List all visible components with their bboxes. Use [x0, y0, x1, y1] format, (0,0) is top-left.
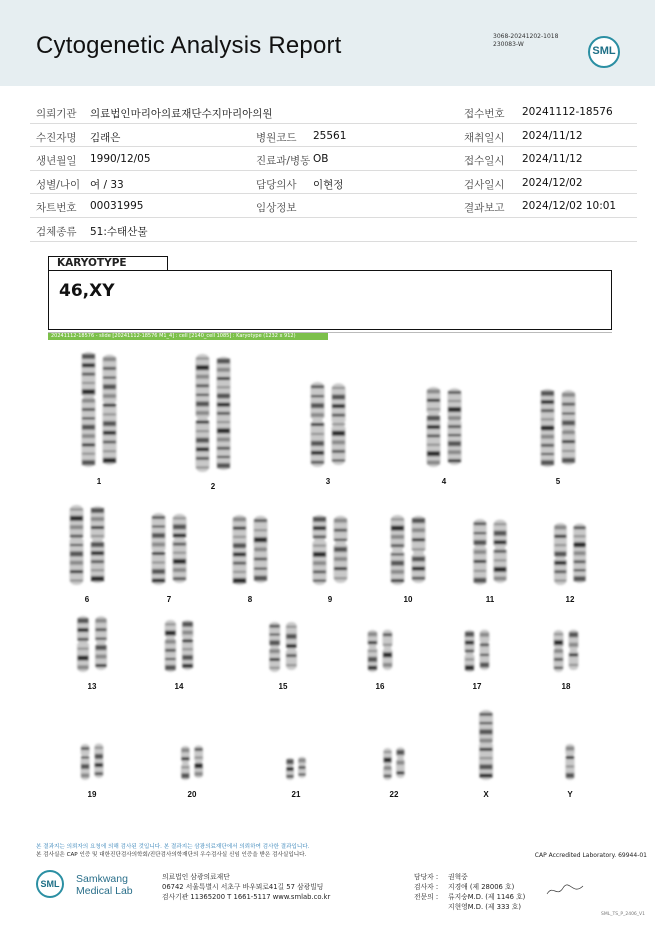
info-row: [30, 218, 637, 242]
chromosome-label-19: 19: [87, 790, 97, 799]
document-code: SML_TS_P_2406_V1: [601, 912, 645, 917]
staff-list: [414, 872, 525, 912]
chromosome-label-11: 11: [485, 595, 495, 604]
specimen-label: 검체종류: [36, 225, 77, 238]
lab-name-line-2: Medical Lab: [76, 885, 133, 897]
chromosome-pair-Y: [565, 744, 574, 780]
doctor-specialist-value-1: 류지숭M.D. (제 1146 호): [448, 893, 526, 901]
sml-logo-icon: [588, 36, 620, 68]
chromosome-pair-12: [554, 523, 586, 585]
lab-name: [76, 873, 133, 897]
doctor-value: 이현정: [313, 178, 344, 191]
hospital-code-value: 25561: [313, 129, 347, 142]
test-date-label: 검사일시: [464, 178, 505, 191]
info-row: [30, 171, 637, 195]
cap-accreditation: CAP Accredited Laboratory. 69944-01: [534, 852, 647, 859]
chromosome-pair-8: [233, 515, 268, 585]
chromosome-pair-2: [196, 354, 231, 472]
chromosome-pair-11: [473, 519, 507, 585]
footer-note-1: 본 결과지는 의뢰자의 요청에 의해 검사된 것입니다. 본 결과지는 삼광의료재단에서 의뢰하여 검사한 결과입니다.: [36, 844, 310, 850]
institution-value: 의료법인마리아의료재단수지마리아의원: [90, 108, 273, 120]
chromosome-pair-21: [286, 757, 306, 780]
chromosome-label-X: X: [483, 790, 489, 799]
info-row: [30, 100, 637, 124]
doctor-specialist-label: 전문의 :: [414, 893, 439, 901]
chromosome-label-10: 10: [403, 595, 413, 604]
sml-footer-logo-icon: [36, 870, 64, 898]
reception-no-value: 20241112-18576: [522, 106, 613, 118]
karyotype-image-caption: 20241112-18576 - slide [20241112-18576 M1_4] : cell [2140_cell 1085] : Karyotype (1232 x 912): [48, 333, 328, 340]
chromosome-label-16: 16: [375, 682, 385, 691]
lab-contact: 검사기관 11365200 T 1661-5117 www.smlab.co.kr: [162, 893, 331, 901]
clinical-info-label: 임상정보: [256, 202, 297, 215]
tester-label: 검사자 :: [414, 883, 439, 891]
chromosome-pair-15: [269, 622, 297, 672]
chromosome-pair-3: [311, 382, 346, 467]
institution-label: 의뢰기관: [36, 108, 77, 120]
name-label: 수진자명: [36, 131, 77, 144]
chromosome-label-15: 15: [278, 682, 288, 691]
chromosome-pair-4: [427, 387, 462, 467]
chromosome-pair-14: [165, 620, 194, 672]
footer-logo-text: SML: [40, 879, 60, 889]
specimen-value: 51:수태산물: [90, 225, 148, 238]
chromosome-pair-6: [70, 505, 105, 585]
hospital-code-label: 병원코드: [256, 131, 297, 144]
result-date-value: 2024/12/02 10:01: [522, 200, 617, 213]
reception-date-label: 접수일시: [464, 155, 505, 168]
chromosome-pair-X: [479, 710, 493, 780]
lab-street: 06742 서울특별시 서초구 바우뫼로41길 57 삼광빌딩: [162, 883, 324, 891]
chromosome-pair-17: [465, 630, 490, 672]
department-label: 진료과/병동: [256, 155, 311, 168]
chromosome-pair-16: [368, 630, 393, 672]
doctor-label: 담당의사: [256, 178, 297, 191]
doctor-specialist-value-2: 지현영M.D. (제 333 호): [448, 903, 522, 911]
department-value: OB: [313, 153, 329, 166]
report-header: [0, 0, 655, 86]
chromosome-pair-18: [554, 630, 579, 672]
birth-value: 1990/12/05: [90, 153, 151, 166]
chromosome-pair-22: [383, 747, 404, 780]
chromosome-label-6: 6: [84, 595, 90, 604]
chromosome-pair-7: [152, 513, 187, 585]
birth-label: 생년월일: [36, 155, 77, 168]
chromosome-label-Y: Y: [567, 790, 573, 799]
chromosome-label-12: 12: [565, 595, 575, 604]
chromosome-pair-10: [391, 515, 426, 585]
chromosome-label-9: 9: [327, 595, 333, 604]
collection-date-value: 2024/11/12: [522, 129, 583, 142]
lab-name-line-1: Samkwang: [76, 873, 128, 885]
result-date-label: 결과보고: [464, 202, 505, 215]
footer-note-2: 본 검사실은 CAP 인증 및 대한진단검사의학회/진단검사의학재단의 우수검사실 신임 인증을 받은 검사실입니다.: [36, 851, 307, 858]
chromosome-pair-9: [313, 515, 348, 585]
chromosome-label-14: 14: [174, 682, 184, 691]
patient-info-table: [30, 100, 637, 242]
reference-line-1: 3068-20241202-1018: [493, 33, 559, 40]
sex-age-value: 여 / 33: [90, 178, 124, 191]
karyotype-result: 46,XY: [59, 281, 115, 301]
reception-no-label: 접수번호: [464, 108, 505, 120]
chromosome-label-20: 20: [187, 790, 197, 799]
logo-text: SML: [592, 45, 616, 57]
chromosome-pair-20: [181, 745, 203, 780]
reception-date-value: 2024/11/12: [522, 153, 583, 166]
test-date-value: 2024/12/02: [522, 176, 583, 189]
report-title: Cytogenetic Analysis Report: [36, 32, 342, 59]
signature-icon: [545, 880, 585, 902]
name-value: 김래은: [90, 131, 121, 144]
chromosome-pair-5: [541, 389, 576, 467]
info-row: [30, 194, 637, 218]
footer-notes: [36, 844, 309, 859]
lab-address: [162, 872, 330, 902]
chromosome-label-7: 7: [166, 595, 172, 604]
chromosome-label-17: 17: [472, 682, 482, 691]
lab-org: 의료법인 삼광의료재단: [162, 873, 230, 881]
chromosome-label-5: 5: [555, 477, 561, 486]
report-reference: [493, 33, 558, 49]
chromosome-label-22: 22: [389, 790, 399, 799]
tester-value: 지경애 (제 28006 호): [448, 883, 515, 891]
chromosome-label-21: 21: [291, 790, 301, 799]
chromosome-label-3: 3: [325, 477, 331, 486]
chromosome-label-18: 18: [561, 682, 571, 691]
info-row: [30, 124, 637, 148]
manager-label: 담당자 :: [414, 873, 439, 881]
karyogram-image: [0, 345, 655, 805]
chromosome-label-13: 13: [87, 682, 97, 691]
info-row: [30, 147, 637, 171]
sex-age-label: 성별/나이: [36, 178, 81, 191]
collection-date-label: 채취일시: [464, 131, 505, 144]
karyotype-label: KARYOTYPE: [48, 256, 168, 271]
karyotype-result-box: [48, 270, 612, 330]
chromosome-label-4: 4: [441, 477, 447, 486]
chromosome-pair-19: [81, 743, 104, 780]
chromosome-pair-13: [77, 616, 107, 672]
chromosome-label-1: 1: [96, 477, 102, 486]
chromosome-pair-1: [82, 352, 117, 467]
chromosome-label-2: 2: [210, 482, 216, 491]
chromosome-label-8: 8: [247, 595, 253, 604]
manager-value: 권혁중: [448, 873, 468, 881]
chart-no-value: 00031995: [90, 200, 144, 213]
chart-no-label: 차트번호: [36, 202, 77, 215]
reference-line-2: 230083-W: [493, 41, 524, 48]
